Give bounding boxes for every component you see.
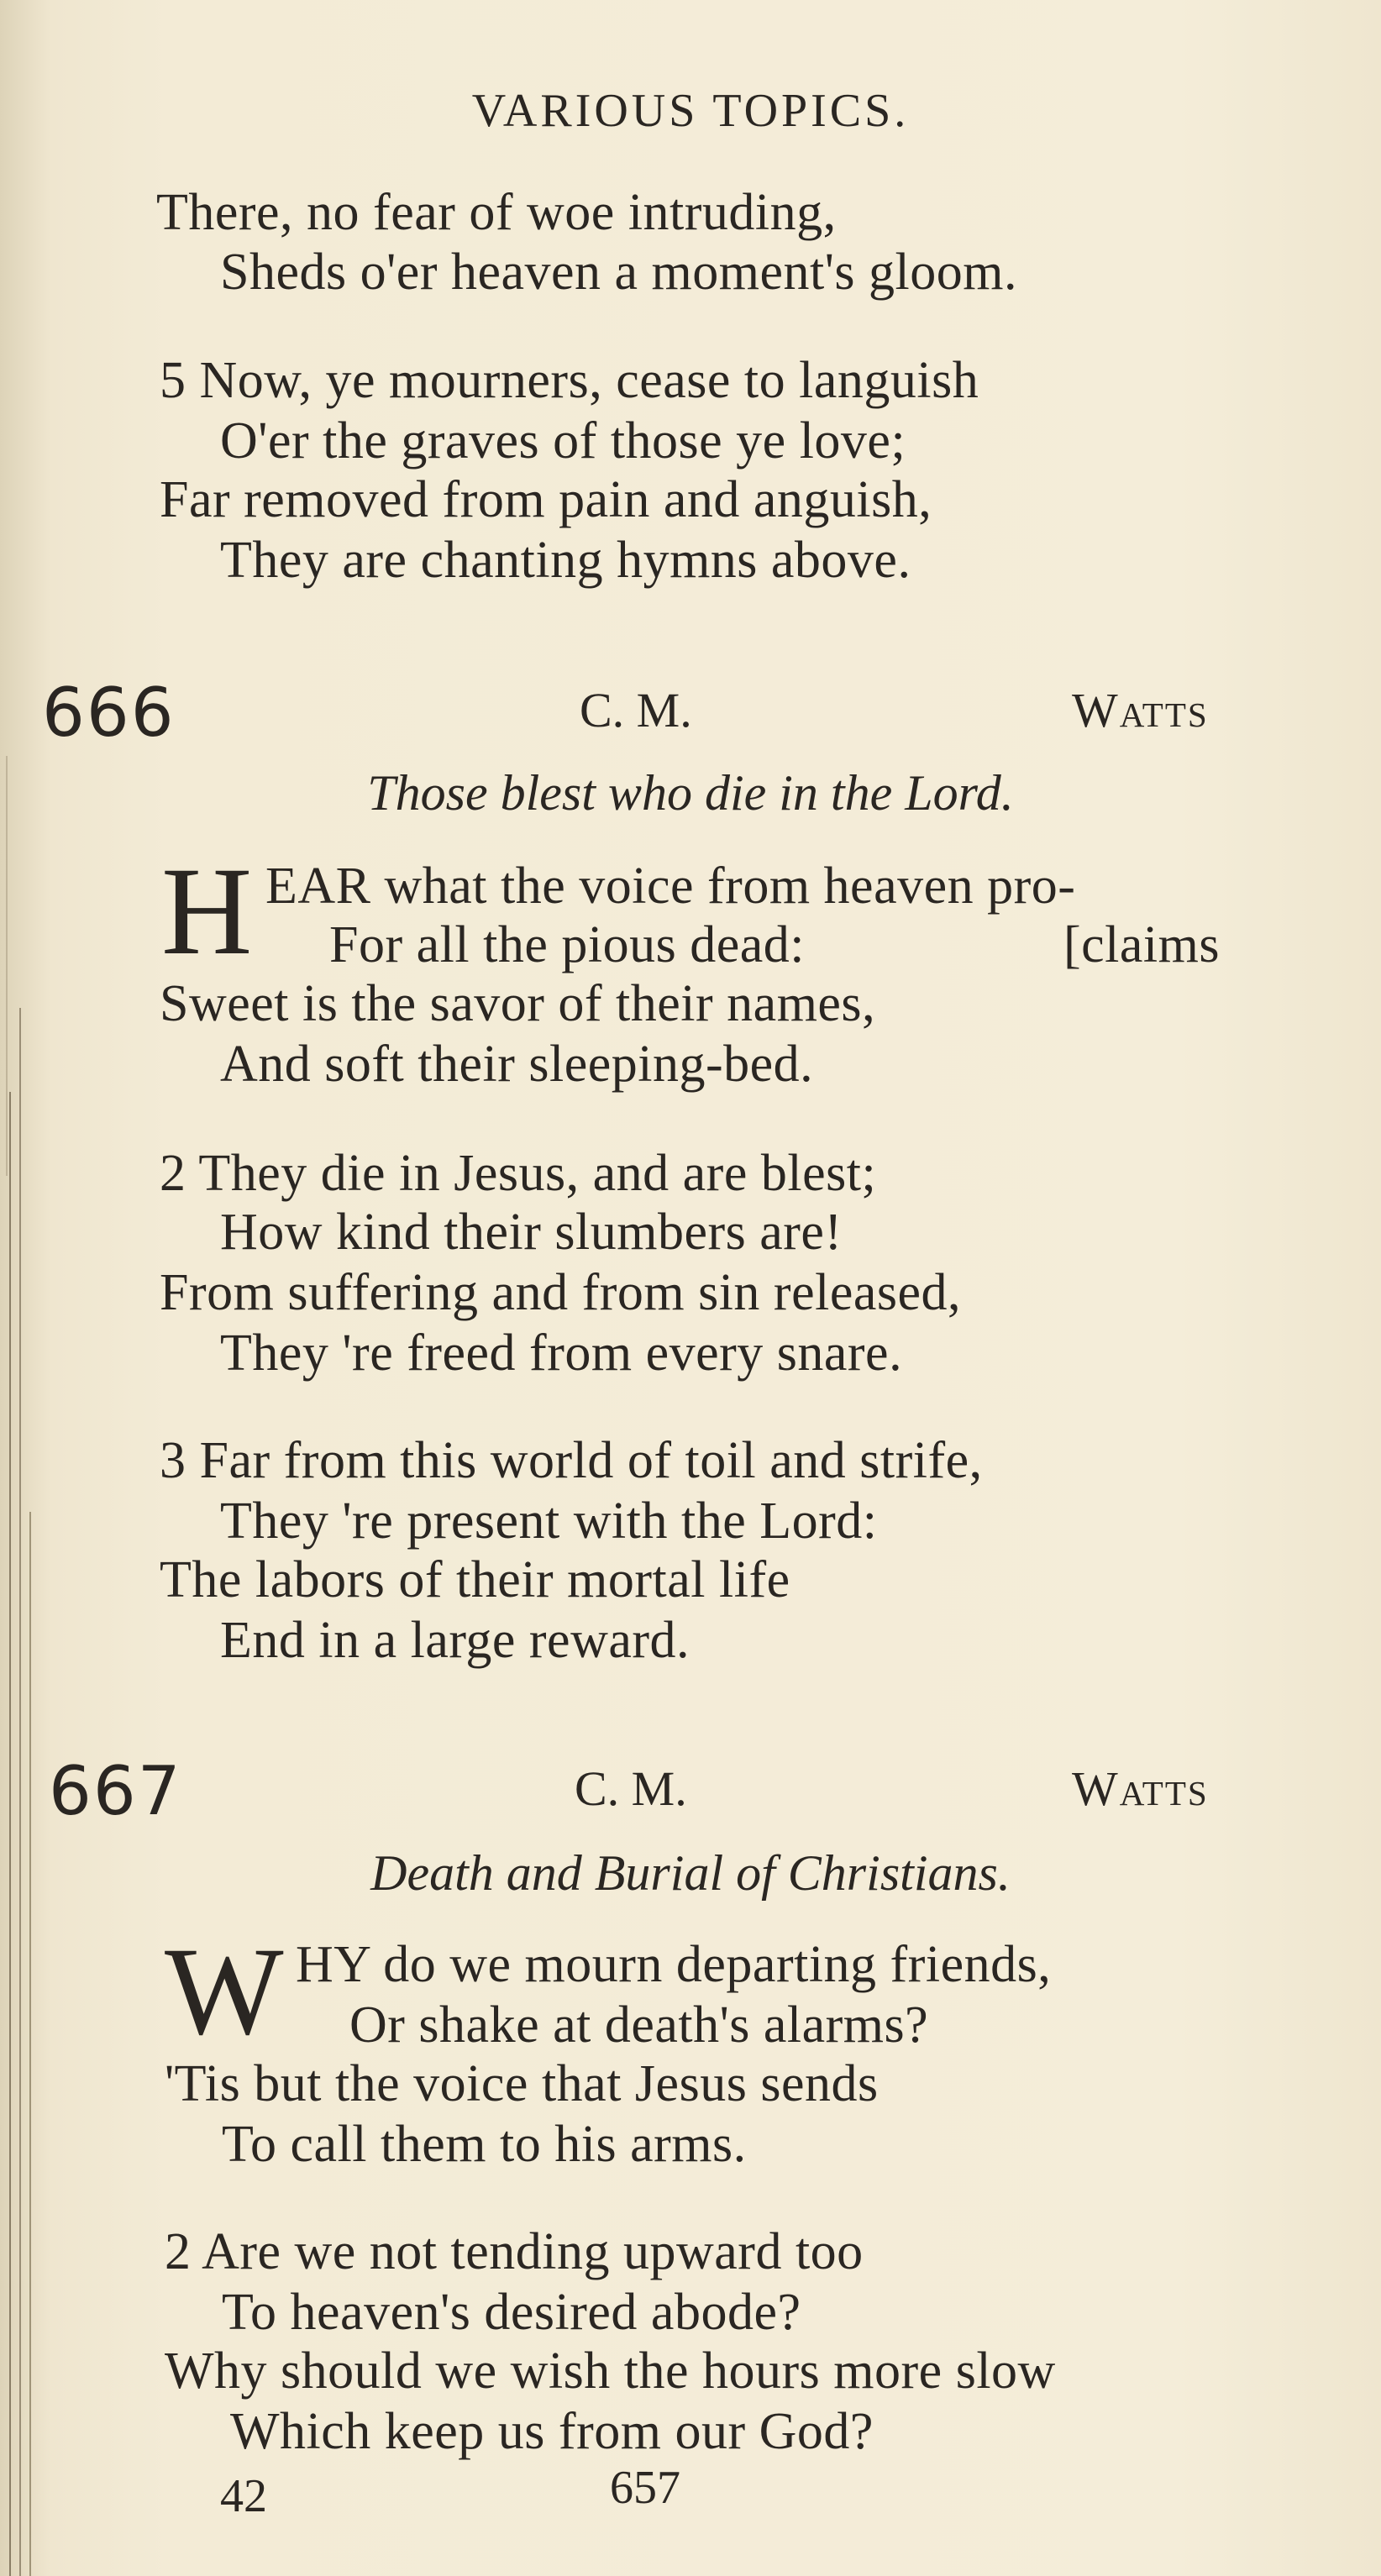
verse-line: Sheds o'er heaven a moment's gloom. [220, 244, 1017, 301]
verse-line: For all the pious dead: [329, 916, 805, 973]
verse-line: And soft their sleeping-bed. [220, 1036, 814, 1093]
hymn-author: Watts [1072, 683, 1209, 737]
hymn-title: Those blest who die in the Lord. [367, 765, 1014, 821]
verse-line: 5 Now, ye mourners, cease to languish [160, 352, 979, 409]
hymn-meter: C. M. [575, 1761, 687, 1816]
verse-line: From suffering and from sin released, [160, 1264, 962, 1321]
running-head: VARIOUS TOPICS. [471, 85, 910, 137]
verse-line: EAR what the voice from heaven pro- [265, 858, 1076, 915]
hymn-title: Death and Burial of Christians. [370, 1845, 1011, 1901]
verse-line: How kind their slumbers are! [220, 1204, 843, 1261]
verse-line: Which keep us from our God? [230, 2403, 874, 2460]
hymn-meter: C. M. [580, 683, 692, 737]
binding-edge-marks [0, 0, 50, 2576]
verse-line: 2 Are we not tending upward too [165, 2223, 864, 2280]
verse-line: End in a large reward. [220, 1612, 690, 1669]
verse-line: HY do we mourn departing friends, [296, 1936, 1052, 1993]
verse-line: 'Tis but the voice that Jesus sends [165, 2055, 879, 2112]
hymn-number: 666 [42, 674, 176, 752]
verse-line: [claims [1063, 916, 1220, 973]
page-number: 657 [610, 2462, 680, 2514]
verse-line: They are chanting hymns above. [220, 532, 911, 589]
hymn-author: Watts [1072, 1761, 1209, 1816]
verse-line: 2 They die in Jesus, and are blest; [160, 1145, 877, 1202]
verse-line: They 're freed from every snare. [220, 1325, 903, 1382]
verse-line: Far removed from pain and anguish, [160, 471, 932, 528]
verse-line: O'er the graves of those ye love; [220, 412, 906, 470]
verse-line: 3 Far from this world of toil and strife, [160, 1432, 983, 1489]
signature-mark: 42 [220, 2470, 267, 2522]
verse-line: Or shake at death's alarms? [349, 1996, 929, 2054]
verse-line: Why should we wish the hours more slow [165, 2343, 1056, 2400]
verse-line: Sweet is the savor of their names, [160, 975, 876, 1032]
verse-line: To heaven's desired abode? [222, 2284, 801, 2341]
verse-line: To call them to his arms. [222, 2116, 747, 2173]
drop-cap: W [165, 1922, 284, 2061]
drop-cap: H [161, 842, 253, 981]
verse-line: There, no fear of woe intruding, [156, 184, 837, 241]
verse-line: They 're present with the Lord: [220, 1493, 878, 1550]
hymn-number: 667 [49, 1752, 182, 1830]
verse-line: The labors of their mortal life [160, 1551, 790, 1608]
